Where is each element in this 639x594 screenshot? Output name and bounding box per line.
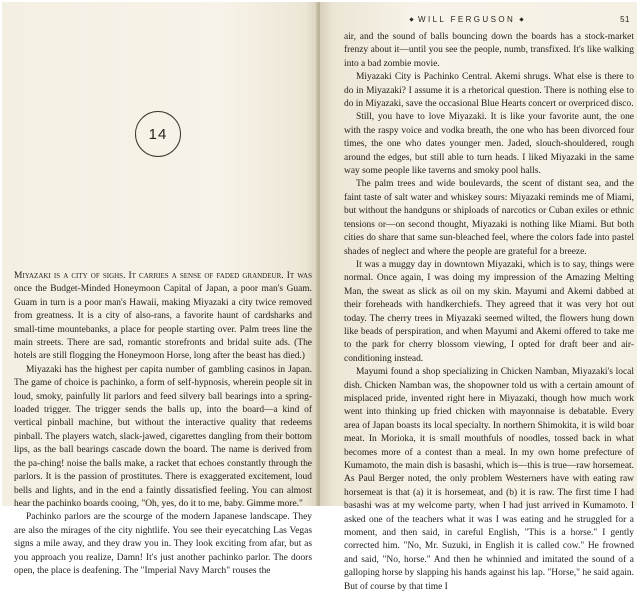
paragraph: The palm trees and wide boulevards, the scent of distant sea, and the faint taste of salt water and whiskey sours: Miyazaki reminds me of Miami, but without the handguns or shiploads of narcotics or Cuban exiles or ethnic tensions or—on second thought, Miyazaki is nothing like Miami. But both cities do share that same sun-bleached feel, where the colors fade into pastel shades of neglect and where the people are grateful for a breeze. — [344, 179, 634, 257]
right-page — [320, 2, 637, 592]
paragraph: Miyazaki City is Pachinko Central. Akemi shrugs. What else is there to do in Miyazaki? I assume it is a rhetorical question. There is nothing else to do in Miyazaki, save the occasional Blue Hearts concert or overpriced disco. — [344, 72, 634, 110]
running-head-author — [410, 15, 523, 24]
running-head-author-name: WILL FERGUSON — [418, 15, 516, 24]
paragraph: It was a muggy day in downtown Miyazaki, which is to say, things were normal. Once again, I was doing my impression of the Amazing Melting Man, the sweat as slick as oil on my skin. Mayumi and Akemi dabbed at their foreheads with handkerchiefs. They agreed that it was very hot out today. The cherry trees in Miyazaki seemed wilted, the flowers hung down like beads of perspiration, and when Mayumi and Akemi offered to take me to the park for cherry blossom viewing, I opted for draft beer and air-conditioning instead. — [344, 259, 634, 364]
right-page-body — [344, 31, 634, 594]
left-page-body — [14, 270, 312, 578]
diamond-ornament-icon — [520, 17, 524, 21]
paragraph: Miyazaki has the highest per capita number of gambling casinos in Japan. The game of choice is pachinko, a form of self-hypnosis, wherein people sit in loud, smoky, painfully lit parlors and feed silvery ball bearings into a spring-loaded trigger. The trigger sends the balls up, into the board—a kind of vertical pinball machine, but without the interactive quality that redeems pinball. The players watch, slack-jawed, cigarettes dangling from their bottom lips, as the ball bearings cascade down the board. The name is derived from the pa-ching! noise the balls make, a racket that echoes constantly through the parlors. It is the passion of prostitutes. There is exaggerated excitement, loud bells and lights, and in the end a faintly dissatisfied feeling. You can almost hear the pachinko boards cooing, "Oh, yes, do it to me, baby. Gimme more." — [14, 364, 312, 509]
left-page — [2, 2, 318, 576]
chapter-number: 14 — [148, 125, 168, 143]
paragraph: air, and the sound of balls bouncing down the boards has a stock-market frenzy about it—until you see the people, numb, transfixed. It's like walking into a bad zombie movie. — [344, 32, 634, 69]
paragraph: Miyazaki is a city of sighs. It carries a sense of faded grandeur. It was once the Budget-Minded Honeymoon Capital of Japan, a poor man's Guam. Guam in turn is a poor man's Hawaii, making Miyazaki a city twice removed from greatness. It is a city of also-rans, a favorite haunt of cardsharks and small-time mountebanks, a place for people starting over. Palm trees line the main streets. There are sad, romantic storefronts and bridal suite ads. (The hotels are still flogging the Honeymoon Horse, long after the beast has died.) — [14, 271, 312, 362]
diamond-ornament-icon — [409, 17, 413, 21]
paragraph: Still, you have to love Miyazaki. It is like your favorite aunt, the one with the raspy voice and vodka breath, the one who has been divorced four times, the one who dates younger men. Jaded, slouch-shouldered, rough around the edges, but still able to turn heads. I liked Miyazaki in the same way some people like taverns and smoky pool halls. — [344, 112, 634, 177]
paragraph: Pachinko parlors are the scourge of the modern Japanese landscape. They are also the mirages of the city nightlife. You see their eyecatching Las Vegas signs a mile away, and they draw you in. They look exciting from afar, but as you approach you realize, Damn! It's just another pachinko parlor. The doors open, the place is deafening. The "Imperial Navy March" rouses the — [14, 512, 312, 576]
paragraph: Mayumi found a shop specializing in Chicken Namban, Miyazaki's local dish. Chicken Namban was, the shopowner told us with a certain amount of misplaced pride, invented right here in Miyazaki, though how much work went into thinking up fried chicken with mayonnaise is debatable. Every area of Japan boasts its local specialty. In northern Shimokita, it is wild boar meat. In Morioka, it is small mouthfuls of noodles, tossed back in what becomes more of a contest than a meal. In my own home prefecture of Kumamoto, the main dish is basashi, which is—this is true—raw horsemeat. As Paul Berger noted, the only problem Westerners have with eating raw horsemeat is that (a) it is horsemeat, and (b) it is raw. The first time I had basashi was at my welcome party, when I had just arrived in Kumamoto. I asked one of the teachers what it was I was eating and he struggled for a moment, and then said, in careful English, "This is a horse." I gently corrected him. "No, Mr. Suzuki, in English it is called cow." He frowned and said, "No, horse." And then he whinnied and imitated the sound of a galloping horse by slapping his hands against his lap. "Horse," he said again. But of course by that time I — [344, 367, 634, 592]
page-number: 51 — [620, 15, 630, 24]
chapter-number-badge — [135, 111, 181, 157]
running-head — [410, 15, 630, 24]
